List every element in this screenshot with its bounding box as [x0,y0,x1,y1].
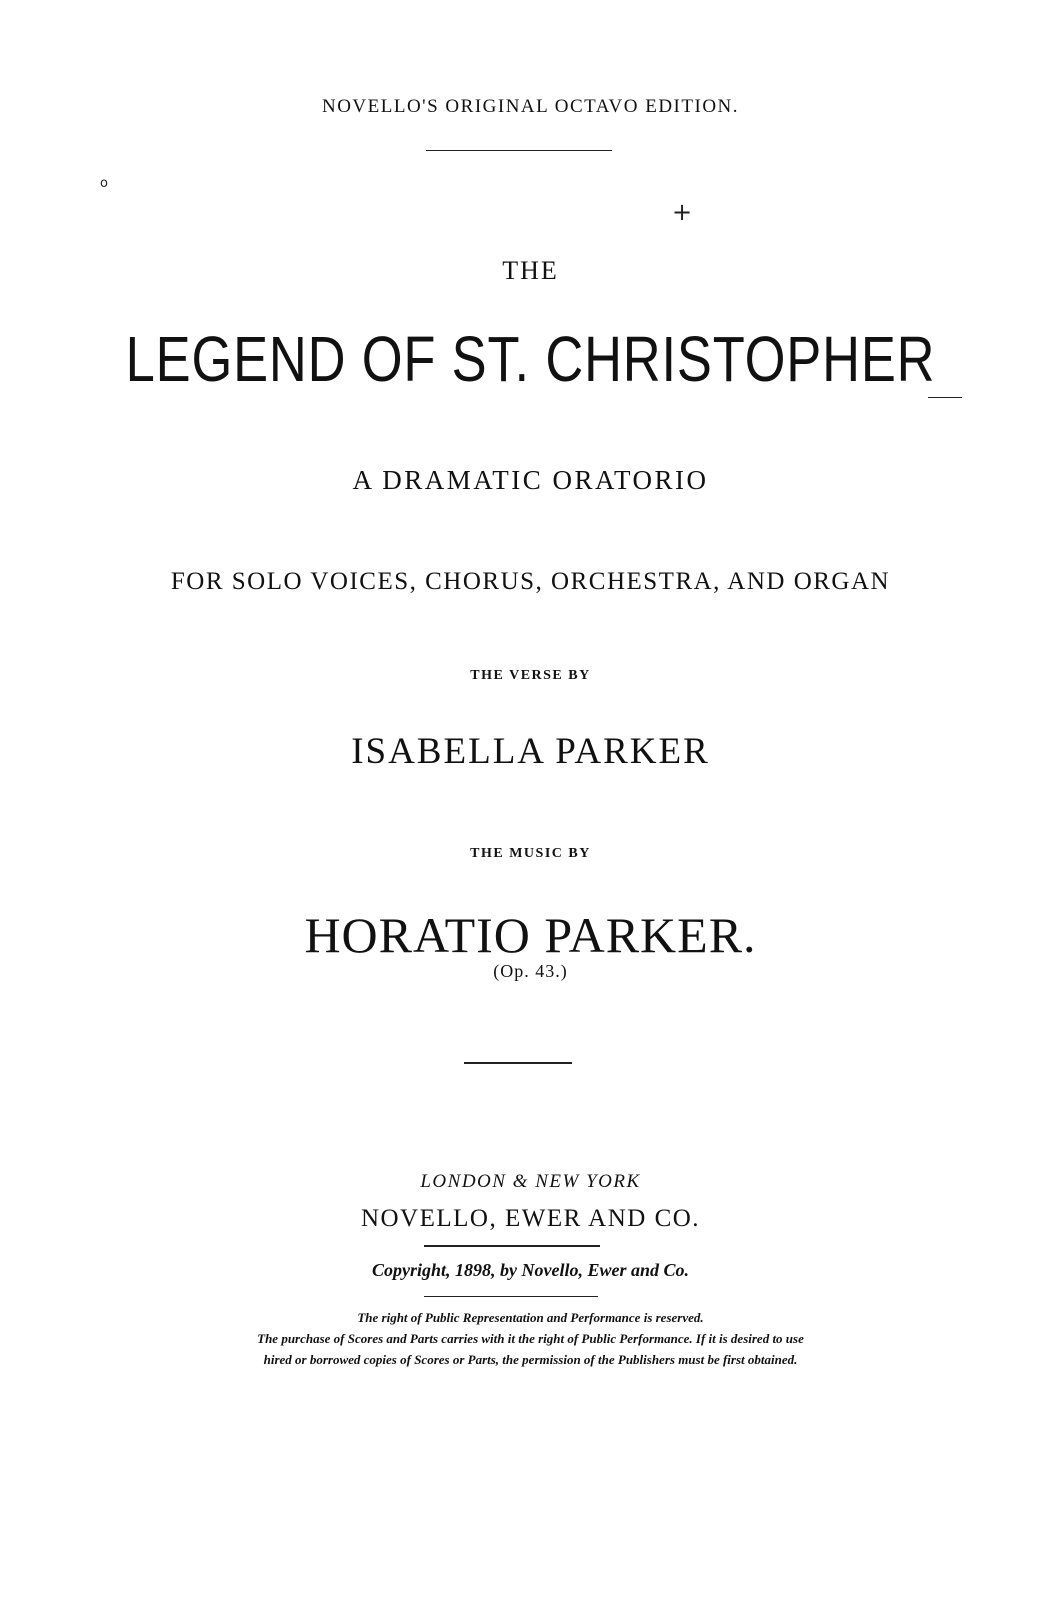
title-underline-mark [928,397,962,398]
publisher-name: NOVELLO, EWER AND CO. [360,1205,701,1232]
series-heading: NOVELLO'S ORIGINAL OCTAVO EDITION. [321,96,740,117]
subtitle: A DRAMATIC ORATORIO [352,465,709,495]
rights-notice: hired or borrowed copies of Scores or Parts, the permission of the Publishers must be first obtained. [263,1352,798,1367]
rights-notice: The purchase of Scores and Parts carries with it the right of Public Performance. If it is desired to use [257,1331,804,1346]
opus-number: (Op. 43.) [493,961,568,981]
music-label: THE MUSIC BY [470,846,591,861]
main-title: LEGEND OF ST. CHRISTOPHER [125,323,936,395]
stray-mark: o [100,176,108,191]
divider-copyright [424,1296,598,1297]
lyricist-name: ISABELLA PARKER [351,731,710,772]
handwritten-mark: + [672,198,693,226]
copyright-line: Copyright, 1898, by Novello, Ewer and Co. [371,1260,689,1280]
performing-forces: FOR SOLO VOICES, CHORUS, ORCHESTRA, AND ORGAN [170,568,891,595]
composer-name: HORATIO PARKER. [304,907,757,963]
divider-publisher [424,1245,600,1247]
divider-middle [464,1062,572,1064]
title-prefix: THE [502,256,559,285]
rights-notice: The right of Public Representation and Performance is reserved. [357,1310,704,1325]
verse-label: THE VERSE BY [470,668,591,683]
divider-top [426,150,612,151]
publication-place: LONDON & NEW YORK [420,1171,641,1192]
